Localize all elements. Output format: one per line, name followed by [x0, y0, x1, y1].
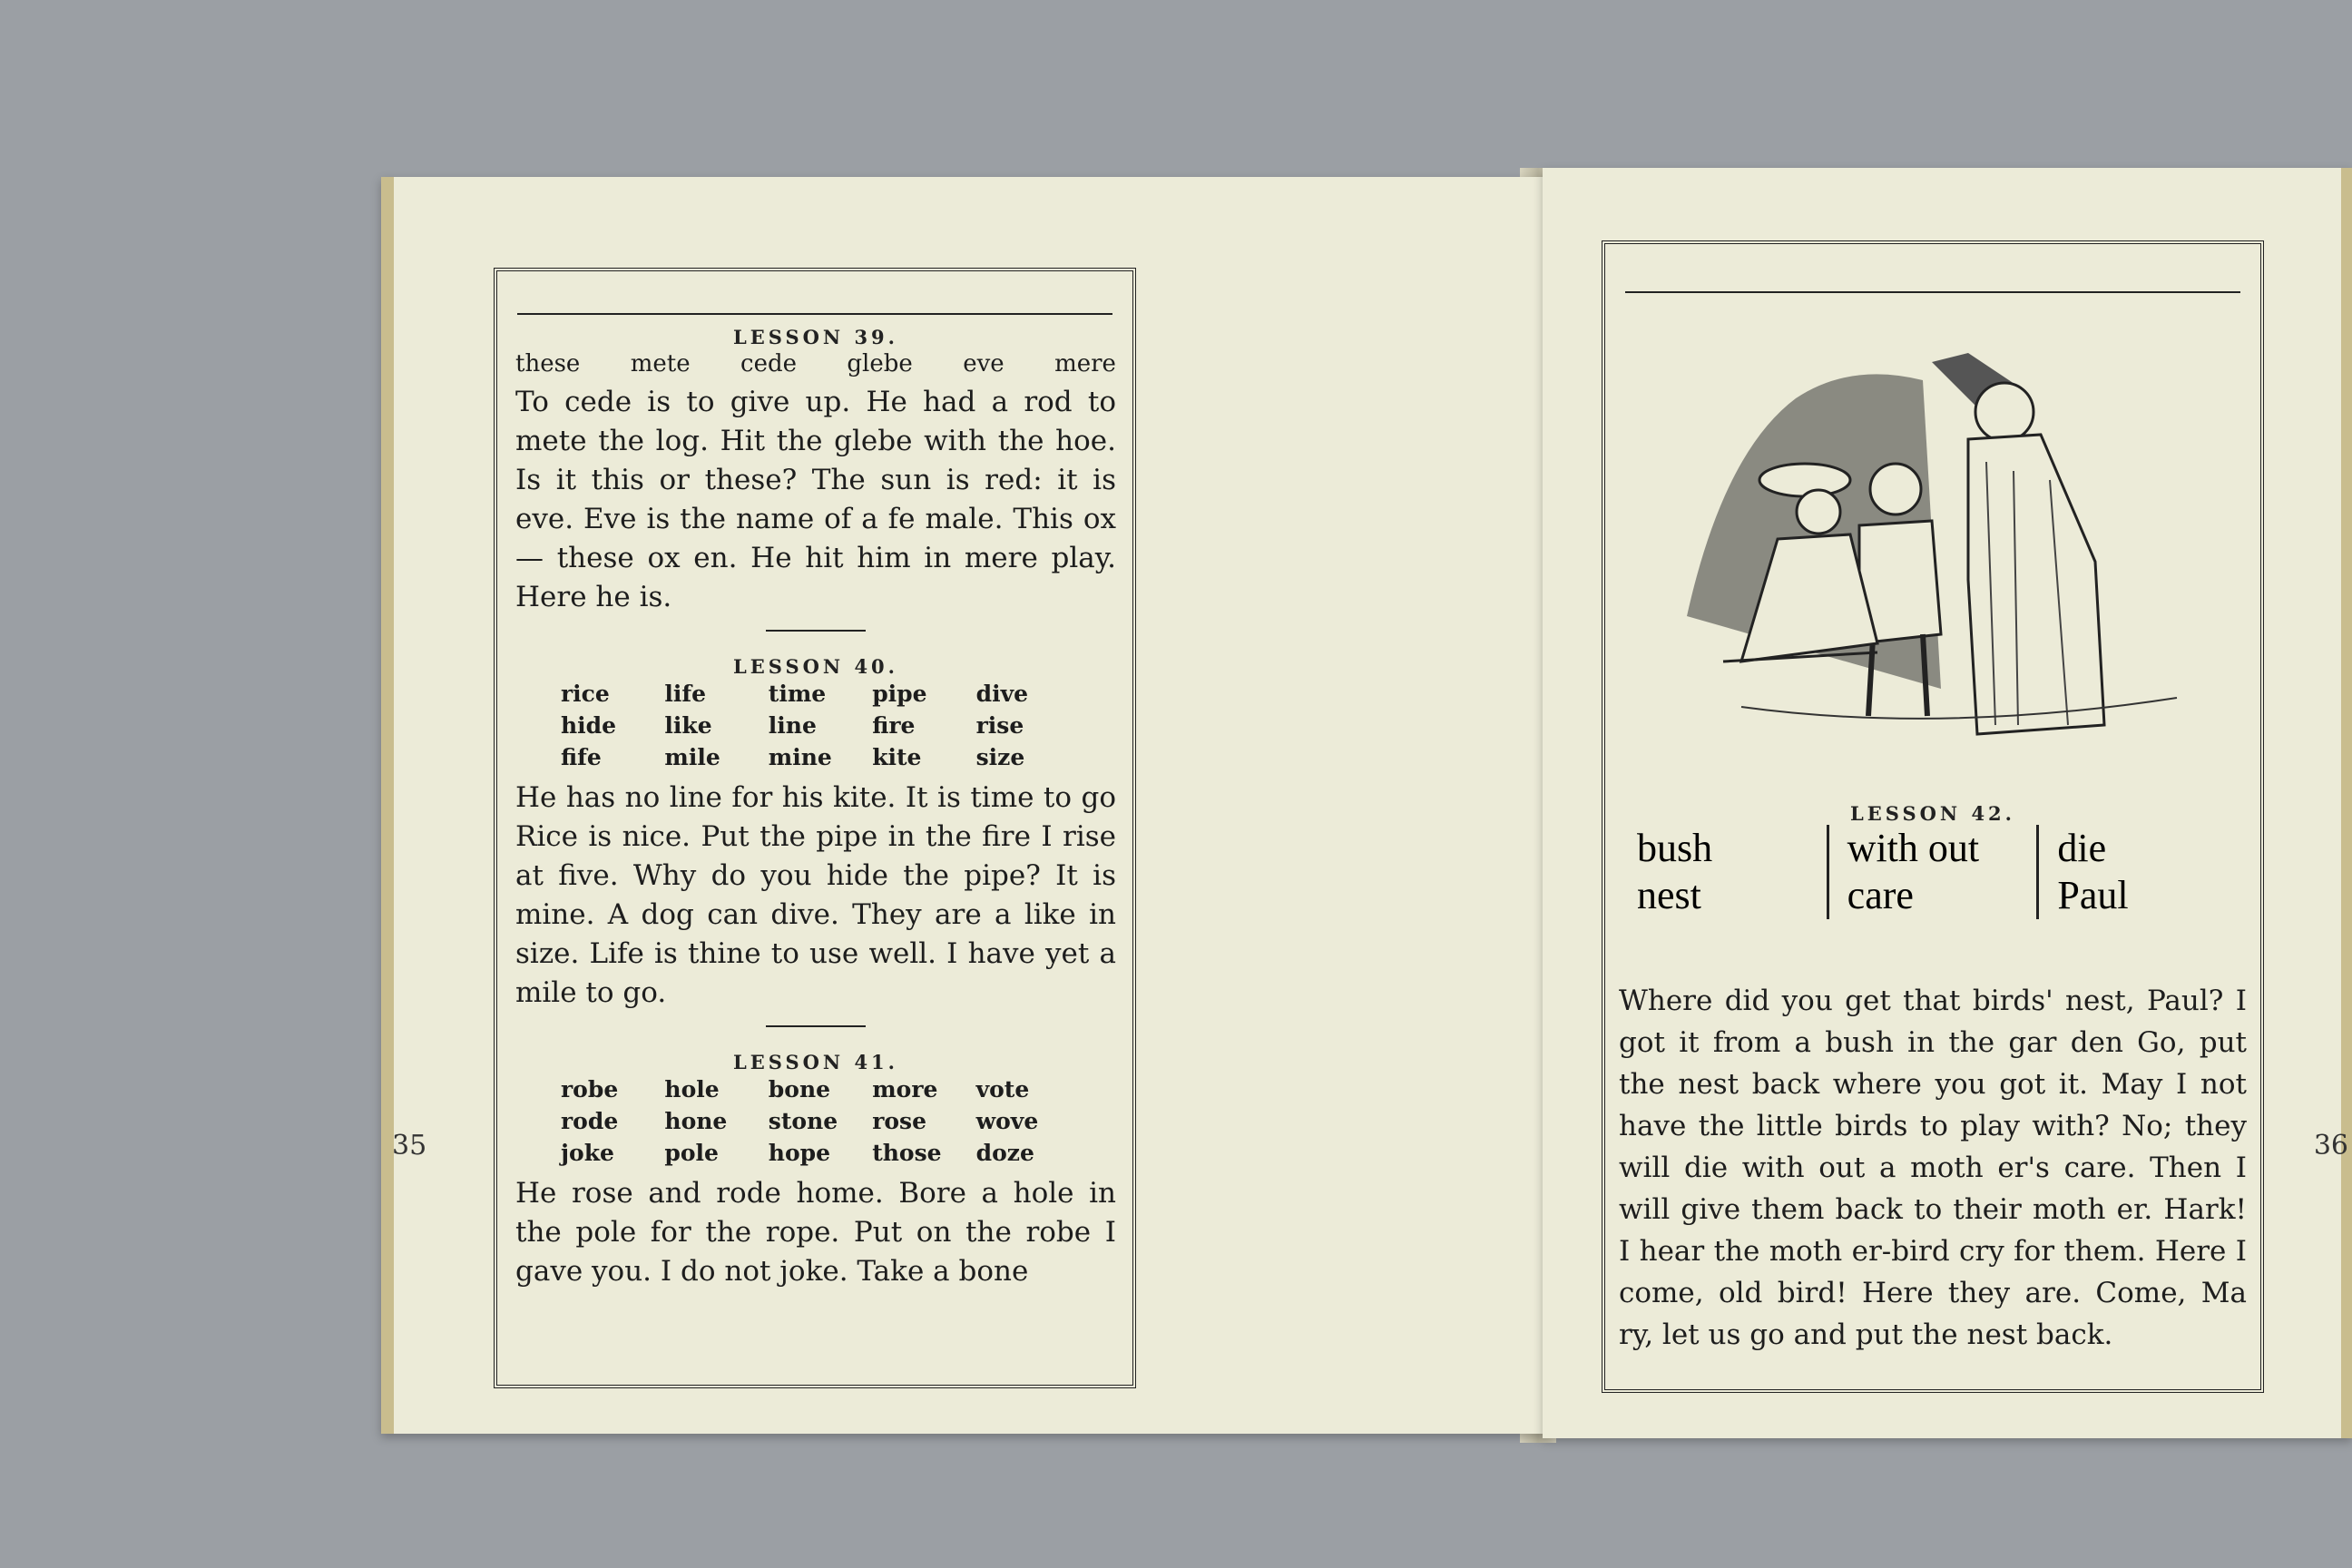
- word: glebe: [847, 350, 913, 377]
- word: mile: [664, 744, 720, 770]
- lesson-39-text: To cede is to give up. He had a rod to mete the log. Hit the glebe with the hoe. Is it this or these? The sun is red: it is eve. Eve is the name of a fe male. This ox — these ox en. He hit him in mere play. Here he is.: [515, 386, 1116, 613]
- vocab-word: with out: [1847, 826, 1980, 870]
- word: these: [515, 350, 581, 377]
- left-page: [381, 177, 1546, 1434]
- word: pole: [664, 1140, 719, 1166]
- word: eve: [963, 350, 1004, 377]
- woodcut-illustration: [1669, 344, 2213, 761]
- vocab-column: [1827, 825, 2037, 919]
- word: time: [768, 681, 827, 707]
- word: rose: [872, 1108, 927, 1134]
- left-content: [515, 326, 1116, 1291]
- lesson-40-text: He has no line for his kite. It is time to go Rice is nice. Put the pipe in the fire I rise at five. Why do you hide the pipe? It is mine. A dog can dive. They are a like in size. Life is thine to use well. I have yet a mile to go.: [515, 781, 1116, 1009]
- word: joke: [561, 1140, 614, 1166]
- word: life: [664, 681, 707, 707]
- word: rode: [561, 1108, 619, 1134]
- word: fife: [561, 744, 602, 770]
- left-margin-mark: 35: [392, 1130, 427, 1161]
- word: kite: [872, 744, 922, 770]
- word: pipe: [872, 681, 927, 707]
- vocab-column: [1619, 825, 1827, 919]
- lesson-39-words: [515, 350, 1116, 377]
- lesson-40-title: LESSON 40.: [733, 655, 898, 678]
- word: size: [975, 744, 1025, 770]
- lesson-39-title: LESSON 39.: [733, 326, 898, 348]
- vocab-word: die: [2057, 826, 2107, 870]
- word: mere: [1054, 350, 1116, 377]
- word: rise: [975, 712, 1024, 739]
- open-book: [381, 168, 2348, 1443]
- vocab-word: Paul: [2057, 873, 2129, 917]
- word: rice: [561, 681, 610, 707]
- right-page: [1543, 168, 2352, 1438]
- lesson-40-words: [515, 678, 1116, 773]
- word: hope: [768, 1140, 831, 1166]
- lesson-42-vocab: [1619, 825, 2247, 919]
- word: like: [664, 712, 712, 739]
- word: hide: [561, 712, 617, 739]
- word: hone: [664, 1108, 728, 1134]
- word: doze: [975, 1140, 1034, 1166]
- vocab-word: care: [1847, 873, 1914, 917]
- lesson-41-text: He rose and rode home. Bore a hole in the pole for the rope. Put on the robe I gave you. I do not joke. Take a bone: [515, 1177, 1116, 1288]
- word: mine: [768, 744, 832, 770]
- word: fire: [872, 712, 916, 739]
- separator: [766, 630, 866, 632]
- left-page-frame: [494, 268, 1136, 1388]
- lesson-41-title: LESSON 41.: [733, 1051, 898, 1073]
- word: cede: [740, 350, 797, 377]
- word: line: [768, 712, 817, 739]
- lesson-42-text: Where did you get that birds' nest, Paul? I got it from a bush in the gar den Go, put the nest back where you got it. May I not have the little birds to play with? No; they will die with out a moth er's care. Then I will give them back to their moth er. Hark! I hear the moth er-bird cry for them. Here I come, old bird! Here they are. Come, Ma ry, let us go and put the nest back.: [1619, 985, 2247, 1351]
- word: dive: [975, 681, 1029, 707]
- top-rule: [1625, 291, 2240, 293]
- lesson-42-title: LESSON 42.: [1850, 802, 2015, 825]
- word: those: [872, 1140, 942, 1166]
- word: robe: [561, 1076, 619, 1102]
- word: vote: [975, 1076, 1030, 1102]
- word: more: [872, 1076, 938, 1102]
- top-rule: [517, 313, 1112, 315]
- right-margin-mark: 36: [2313, 1130, 2348, 1161]
- vocab-column: [2036, 825, 2247, 919]
- vocab-word: nest: [1637, 873, 1701, 917]
- lesson-41-words: [515, 1073, 1116, 1169]
- separator: [766, 1025, 866, 1027]
- word: hole: [664, 1076, 720, 1102]
- word: bone: [768, 1076, 831, 1102]
- word: mete: [630, 350, 691, 377]
- vocab-word: bush: [1637, 826, 1713, 870]
- right-page-frame: [1602, 240, 2264, 1393]
- word: stone: [768, 1108, 838, 1134]
- word: wove: [975, 1108, 1039, 1134]
